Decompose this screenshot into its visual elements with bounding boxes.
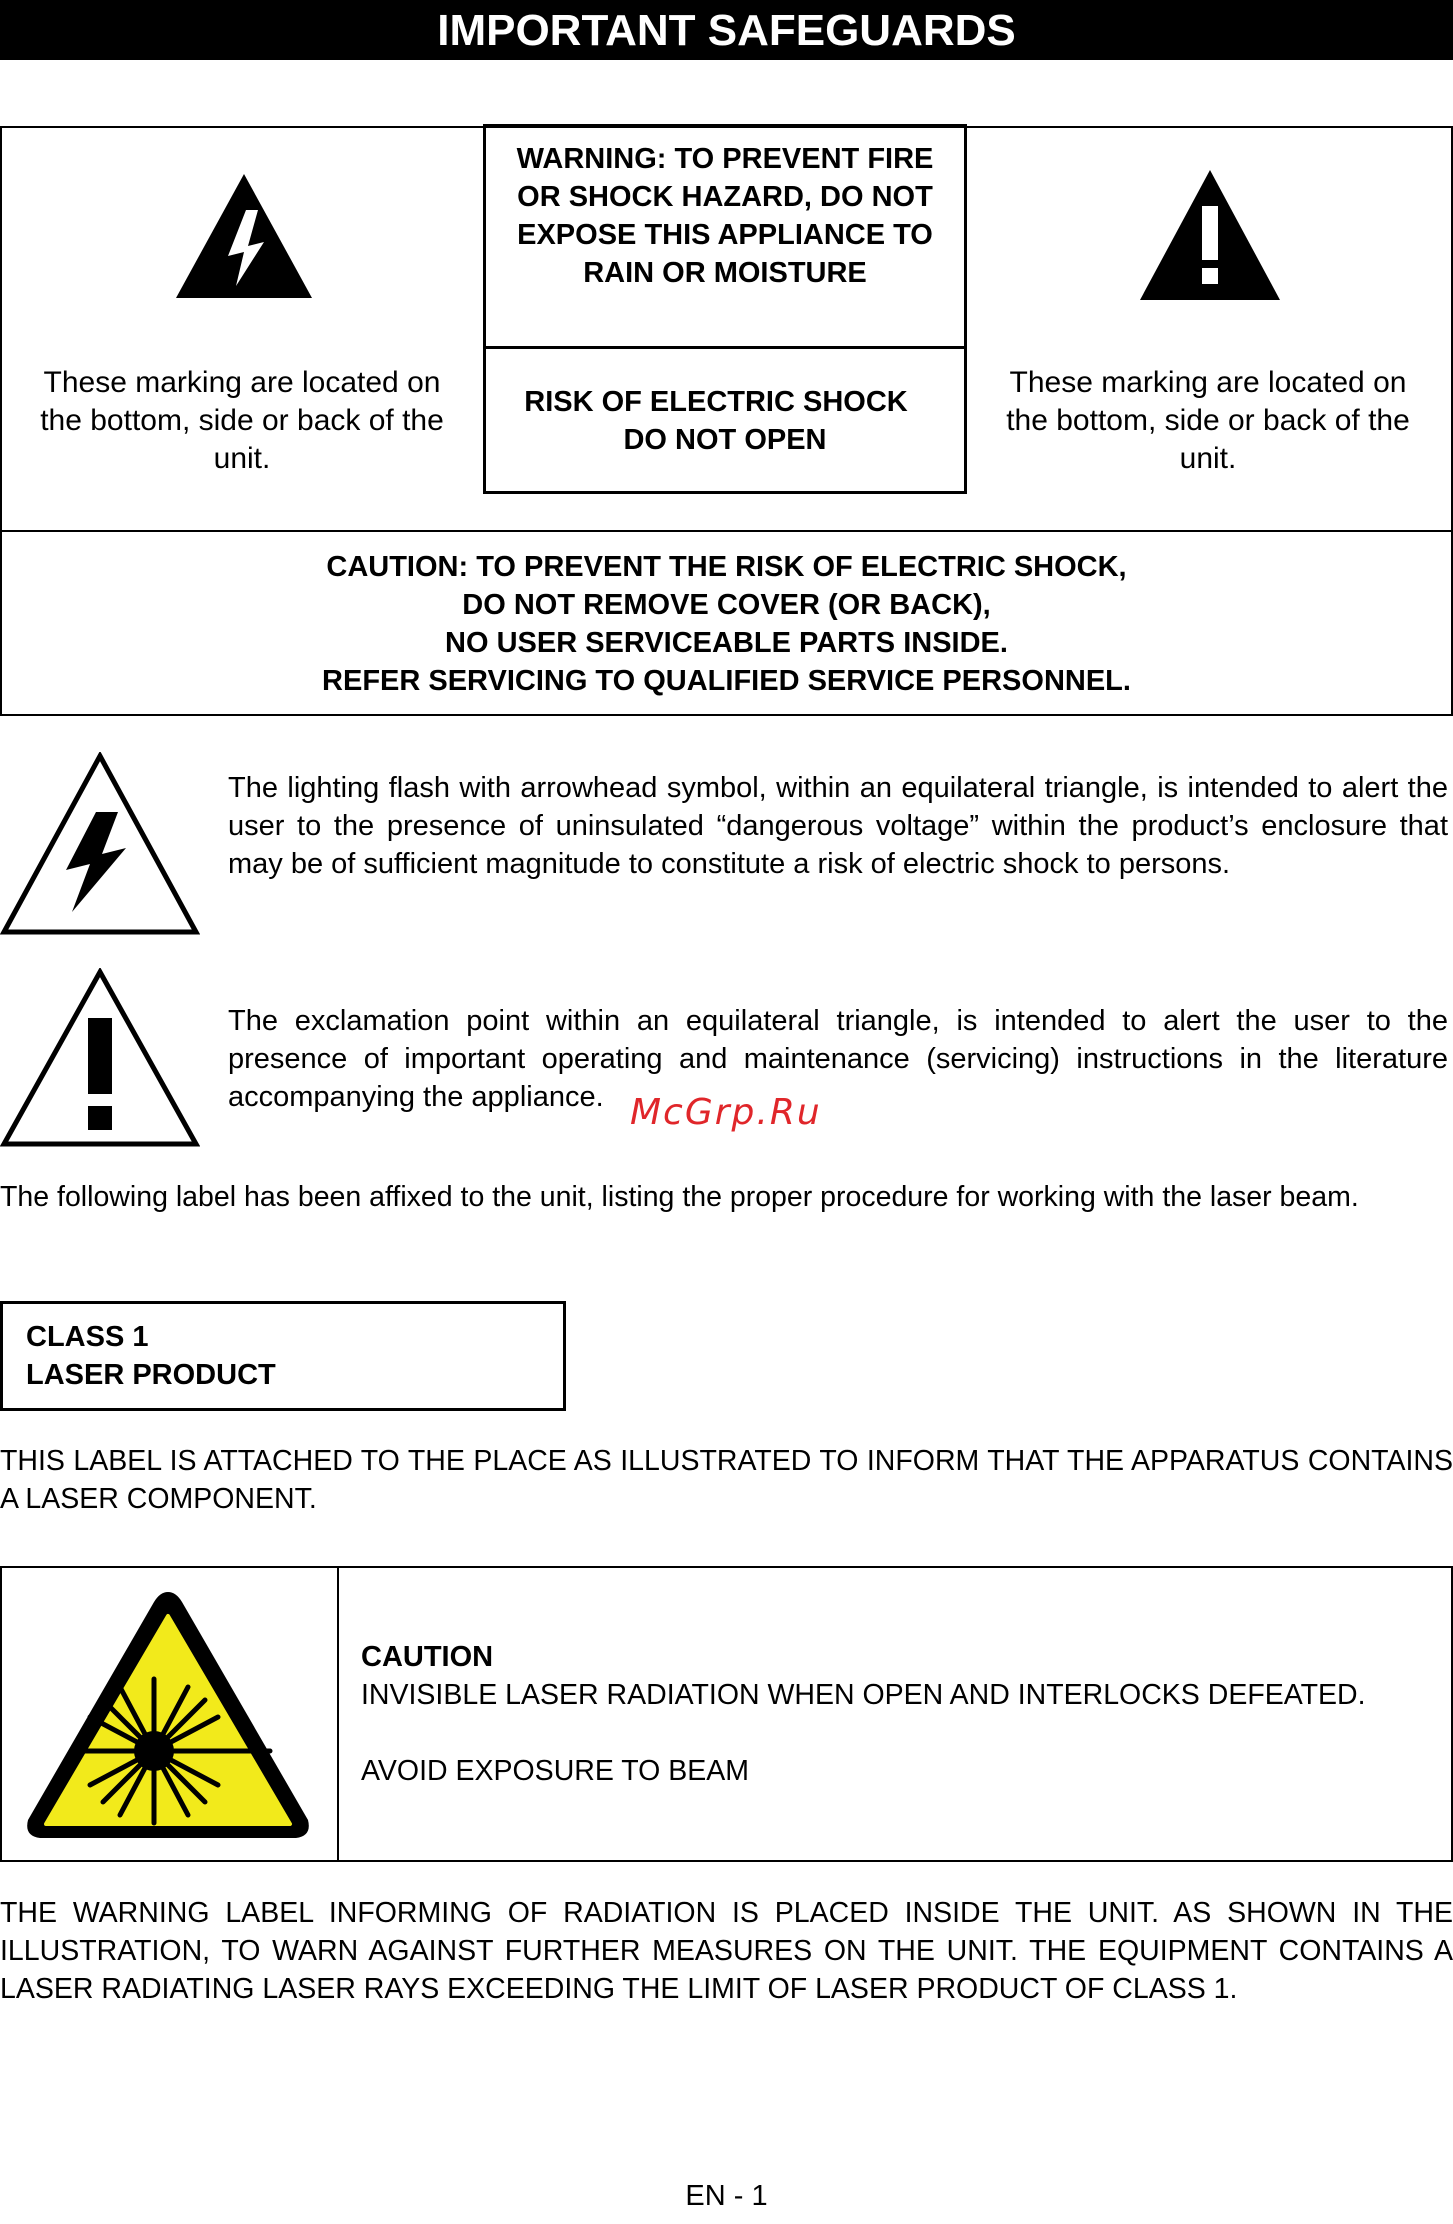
page-number: EN - 1 [685, 2180, 768, 2212]
laser-caution-line1: INVISIBLE LASER RADIATION WHEN OPEN AND INTERLOCKS DEFEATED. [361, 1679, 1366, 1711]
left-marking-note: These marking are located on the bottom, side or back of the unit. [40, 366, 444, 475]
radiation-warning-text: THE WARNING LABEL INFORMING OF RADIATION IS PLACED INSIDE THE UNIT. AS SHOWN IN THE ILLUSTRATION, TO WARN AGAINST FURTHER MEASURES ON THE UNIT. THE EQUIPMENT CONTAINS A LASER RADIATING LASER RAYS EXCEEDING THE LIMIT OF LASER PRODUCT OF CLASS 1. [0, 1897, 1453, 2005]
risk-shock-line2: DO NOT OPEN [623, 424, 827, 456]
caution-line-2: DO NOT REMOVE COVER (OR BACK), [462, 589, 991, 621]
page-title: IMPORTANT SAFEGUARDS [0, 0, 1453, 60]
table-divider [0, 530, 1453, 532]
risk-shock-line1: RISK OF ELECTRIC SHOCK [524, 386, 908, 418]
caution-line-3: NO USER SERVICEABLE PARTS INSIDE. [445, 627, 1008, 659]
watermark: McGrp.Ru [630, 1092, 822, 1133]
laser-intro-text: The following label has been affixed to the unit, listing the proper procedure for working with the laser beam. [0, 1181, 1359, 1213]
laser-caution-title: CAUTION [361, 1641, 494, 1673]
lightning-explanation: The lighting flash with arrowhead symbol, within an equilateral triangle, is intended to alert the user to the presence of uninsulated “dangerous voltage” within the product’s enclosure that may be of sufficient magnitude to constitute a risk of electric shock to persons. [228, 772, 1448, 880]
class1-label-line2: LASER PRODUCT [26, 1359, 276, 1391]
caution-line-1: CAUTION: TO PREVENT THE RISK OF ELECTRIC SHOCK, [326, 551, 1127, 583]
laser-attached-text: THIS LABEL IS ATTACHED TO THE PLACE AS ILLUSTRATED TO INFORM THAT THE APPARATUS CONTAINS A LASER COMPONENT. [0, 1445, 1453, 1515]
laser-table-divider [337, 1566, 339, 1862]
warning-exposure-text: WARNING: TO PREVENT FIRE OR SHOCK HAZARD, DO NOT EXPOSE THIS APPLIANCE TO RAIN OR MOISTURE [516, 143, 934, 289]
exclamation-outline-icon [0, 968, 200, 1148]
exclamation-warning-icon [1140, 170, 1280, 302]
center-divider [483, 346, 967, 349]
laser-radiation-icon [20, 1586, 316, 1842]
exclamation-explanation: The exclamation point within an equilateral triangle, is intended to alert the user to the presence of important operating and maintenance (servicing) instructions in the literature accompanying the appliance. [228, 1005, 1448, 1113]
lightning-warning-icon [176, 174, 312, 300]
right-marking-note: These marking are located on the bottom, side or back of the unit. [1006, 366, 1410, 475]
laser-caution-line2: AVOID EXPOSURE TO BEAM [361, 1755, 750, 1787]
caution-line-4: REFER SERVICING TO QUALIFIED SERVICE PERSONNEL. [322, 665, 1131, 697]
class1-label-line1: CLASS 1 [26, 1321, 149, 1353]
lightning-outline-icon [0, 752, 200, 936]
